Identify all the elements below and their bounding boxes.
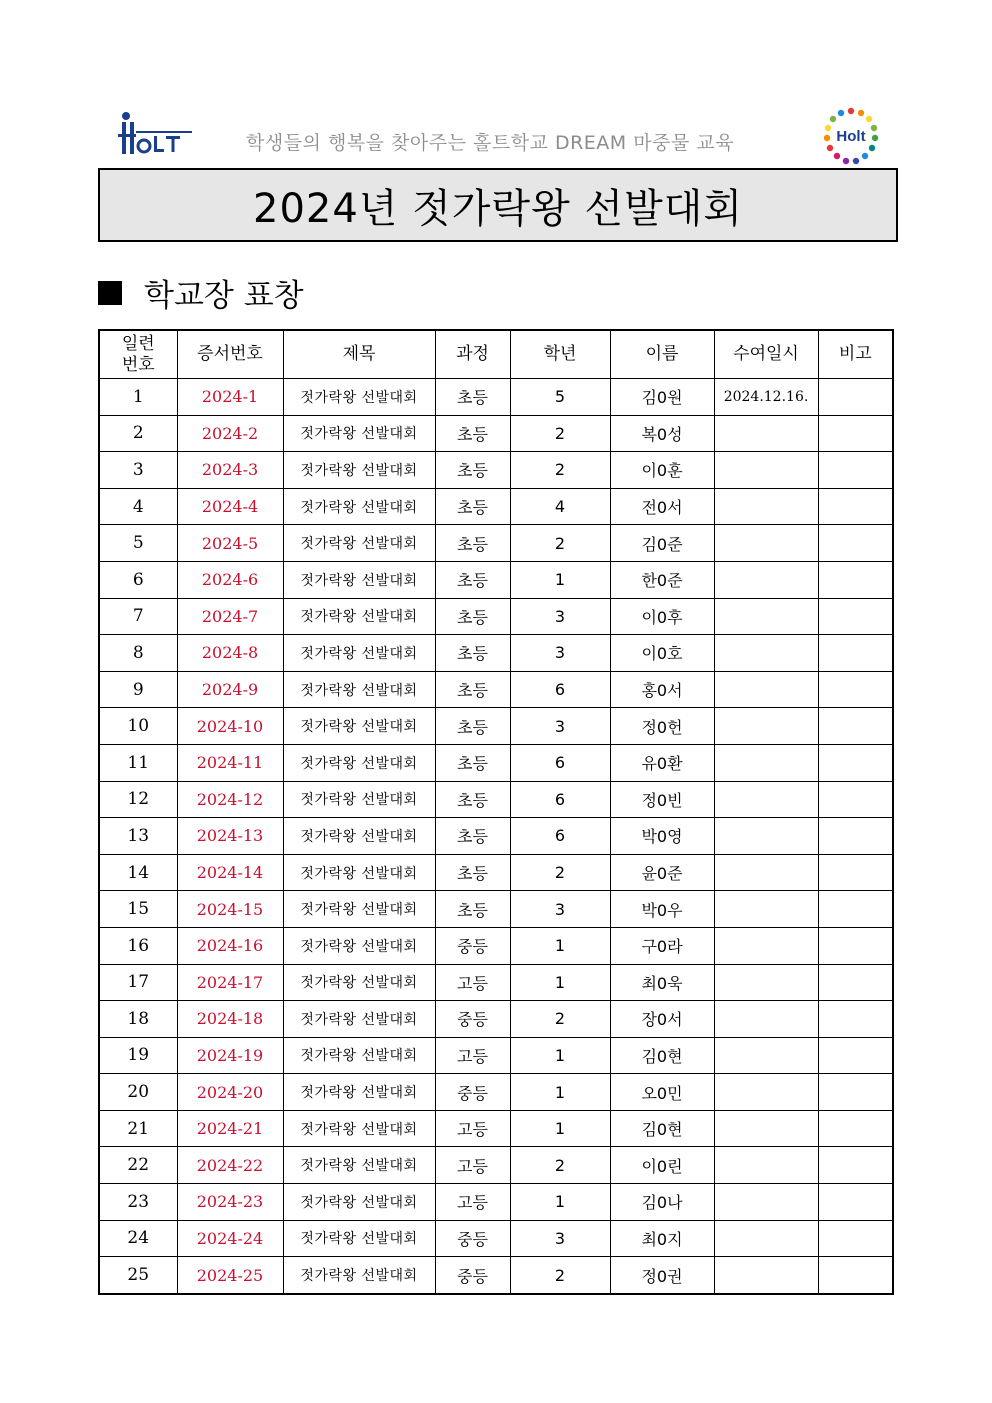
note-cell [818,1220,893,1257]
table-row [99,781,893,818]
course-cell: 초등 [435,818,510,855]
note-cell [818,415,893,452]
grade-cell: 5 [510,379,610,416]
cert-number-cell: 2024-6 [177,561,283,598]
name-cell: 윤0준 [610,854,714,891]
note-cell [818,1074,893,1111]
grade-cell: 2 [510,525,610,562]
cert-number-cell: 2024-12 [177,781,283,818]
note-cell [818,379,893,416]
holt-school-logo [112,110,196,158]
cert-number-cell: 2024-20 [177,1074,283,1111]
course-cell: 중등 [435,1220,510,1257]
name-cell: 이0호 [610,635,714,672]
award-date-cell [714,818,818,855]
table-row [99,452,893,489]
cert-number-cell: 2024-16 [177,927,283,964]
grade-cell: 2 [510,854,610,891]
course-cell: 초등 [435,561,510,598]
page-header [98,106,898,166]
award-date-cell [714,1257,818,1294]
title-cell: 젓가락왕 선발대회 [283,452,435,489]
note-cell [818,964,893,1001]
serial-cell: 9 [99,671,177,708]
course-cell: 초등 [435,854,510,891]
serial-cell: 2 [99,415,177,452]
table-row [99,1220,893,1257]
serial-cell: 23 [99,1184,177,1221]
course-cell: 초등 [435,744,510,781]
cert-number-cell: 2024-8 [177,635,283,672]
serial-cell: 21 [99,1110,177,1147]
note-cell [818,818,893,855]
table-row [99,891,893,928]
name-cell: 이0후 [610,598,714,635]
title-cell: 젓가락왕 선발대회 [283,671,435,708]
serial-cell: 11 [99,744,177,781]
cert-number-cell: 2024-7 [177,598,283,635]
award-date-cell [714,525,818,562]
serial-cell: 12 [99,781,177,818]
award-date-cell [714,1220,818,1257]
grade-cell: 2 [510,415,610,452]
note-cell [818,671,893,708]
note-cell [818,1147,893,1184]
name-cell: 김0현 [610,1037,714,1074]
name-cell: 이0훈 [610,452,714,489]
note-cell [818,1037,893,1074]
course-cell: 중등 [435,1257,510,1294]
holt-circle-logo [818,106,884,166]
serial-cell: 25 [99,1257,177,1294]
name-cell: 박0우 [610,891,714,928]
serial-cell: 13 [99,818,177,855]
table-row [99,379,893,416]
title-cell: 젓가락왕 선발대회 [283,964,435,1001]
note-cell [818,854,893,891]
name-cell: 오0민 [610,1074,714,1111]
course-cell: 고등 [435,1037,510,1074]
table-row [99,1257,893,1294]
grade-cell: 2 [510,1147,610,1184]
cert-number-cell: 2024-18 [177,1001,283,1038]
award-date-cell [714,561,818,598]
name-cell: 유0환 [610,744,714,781]
course-cell: 초등 [435,781,510,818]
serial-cell: 1 [99,379,177,416]
title-cell: 젓가락왕 선발대회 [283,854,435,891]
course-cell: 고등 [435,964,510,1001]
title-cell: 젓가락왕 선발대회 [283,598,435,635]
course-cell: 초등 [435,525,510,562]
award-date-cell [714,671,818,708]
table-row [99,1001,893,1038]
section-heading [98,270,304,315]
course-cell: 고등 [435,1110,510,1147]
title-cell: 젓가락왕 선발대회 [283,561,435,598]
grade-cell: 3 [510,1220,610,1257]
award-date-cell [714,1074,818,1111]
note-cell [818,525,893,562]
table-row [99,1074,893,1111]
title-cell: 젓가락왕 선발대회 [283,525,435,562]
serial-cell: 14 [99,854,177,891]
table-row [99,561,893,598]
award-date-cell [714,781,818,818]
award-table [98,329,894,1295]
title-cell: 젓가락왕 선발대회 [283,781,435,818]
title-cell: 젓가락왕 선발대회 [283,891,435,928]
course-cell: 중등 [435,927,510,964]
table-row [99,854,893,891]
note-cell [818,1110,893,1147]
cert-number-cell: 2024-23 [177,1184,283,1221]
grade-cell: 2 [510,1257,610,1294]
grade-cell: 3 [510,635,610,672]
table-row [99,1147,893,1184]
course-cell: 초등 [435,635,510,672]
name-cell: 김0준 [610,525,714,562]
cert-number-cell: 2024-13 [177,818,283,855]
serial-cell: 22 [99,1147,177,1184]
name-cell: 전0서 [610,488,714,525]
serial-cell: 5 [99,525,177,562]
course-cell: 고등 [435,1184,510,1221]
award-date-cell [714,891,818,928]
cert-number-cell: 2024-14 [177,854,283,891]
school-slogan: 학생들의 행복을 찾아주는 홀트학교 DREAM 마중물 교육 [246,132,735,154]
title-cell: 젓가락왕 선발대회 [283,1147,435,1184]
serial-cell: 24 [99,1220,177,1257]
award-date-cell [714,1110,818,1147]
course-cell: 초등 [435,452,510,489]
serial-cell: 10 [99,708,177,745]
table-row [99,598,893,635]
section-title: 학교장 표창 [144,278,304,314]
title-cell: 젓가락왕 선발대회 [283,488,435,525]
serial-cell: 16 [99,927,177,964]
grade-cell: 6 [510,781,610,818]
page-title-box [98,168,898,242]
title-cell: 젓가락왕 선발대회 [283,1257,435,1294]
name-cell: 한0준 [610,561,714,598]
title-cell: 젓가락왕 선발대회 [283,1074,435,1111]
serial-cell: 4 [99,488,177,525]
name-cell: 김0나 [610,1184,714,1221]
col-header-grade: 학년 [510,330,610,379]
col-header-title: 제목 [283,330,435,379]
cert-number-cell: 2024-11 [177,744,283,781]
note-cell [818,598,893,635]
course-cell: 초등 [435,415,510,452]
note-cell [818,452,893,489]
award-date-cell [714,1001,818,1038]
course-cell: 고등 [435,1147,510,1184]
name-cell: 김0원 [610,379,714,416]
serial-cell: 18 [99,1001,177,1038]
note-cell [818,488,893,525]
award-date-cell [714,854,818,891]
cert-number-cell: 2024-1 [177,379,283,416]
course-cell: 초등 [435,708,510,745]
course-cell: 초등 [435,488,510,525]
table-row [99,1110,893,1147]
table-row [99,635,893,672]
title-cell: 젓가락왕 선발대회 [283,818,435,855]
award-date-cell [714,415,818,452]
grade-cell: 6 [510,671,610,708]
award-date-cell [714,452,818,489]
award-date-cell [714,1184,818,1221]
name-cell: 최0욱 [610,964,714,1001]
note-cell [818,891,893,928]
square-bullet-icon [98,281,122,305]
serial-cell: 17 [99,964,177,1001]
cert-number-cell: 2024-10 [177,708,283,745]
table-row [99,927,893,964]
cert-number-cell: 2024-19 [177,1037,283,1074]
grade-cell: 3 [510,891,610,928]
cert-number-cell: 2024-21 [177,1110,283,1147]
name-cell: 홍0서 [610,671,714,708]
holt-logo-text: Holt [836,128,866,145]
table-row [99,744,893,781]
grade-cell: 4 [510,488,610,525]
table-row [99,1037,893,1074]
grade-cell: 6 [510,818,610,855]
grade-cell: 1 [510,927,610,964]
grade-cell: 1 [510,1074,610,1111]
table-row [99,818,893,855]
note-cell [818,781,893,818]
course-cell: 중등 [435,1001,510,1038]
course-cell: 초등 [435,891,510,928]
grade-cell: 3 [510,708,610,745]
page-title: 2024년 젓가락왕 선발대회 [253,185,743,232]
table-row [99,964,893,1001]
name-cell: 장0서 [610,1001,714,1038]
table-row [99,708,893,745]
table-row [99,525,893,562]
course-cell: 초등 [435,671,510,708]
cert-number-cell: 2024-4 [177,488,283,525]
name-cell: 구0라 [610,927,714,964]
award-date-cell [714,1147,818,1184]
cert-number-cell: 2024-15 [177,891,283,928]
serial-cell: 6 [99,561,177,598]
course-cell: 초등 [435,379,510,416]
name-cell: 박0영 [610,818,714,855]
award-date-cell [714,744,818,781]
award-date-cell [714,1037,818,1074]
serial-cell: 20 [99,1074,177,1111]
serial-cell: 7 [99,598,177,635]
table-row [99,488,893,525]
grade-cell: 1 [510,561,610,598]
table-header-row [99,330,893,379]
course-cell: 초등 [435,598,510,635]
award-date-cell [714,927,818,964]
grade-cell: 1 [510,1184,610,1221]
grade-cell: 1 [510,1037,610,1074]
name-cell: 정0권 [610,1257,714,1294]
award-date-cell [714,635,818,672]
serial-cell: 8 [99,635,177,672]
grade-cell: 1 [510,1110,610,1147]
col-header-award-date: 수여일시 [714,330,818,379]
grade-cell: 3 [510,598,610,635]
cert-number-cell: 2024-17 [177,964,283,1001]
name-cell: 복0성 [610,415,714,452]
grade-cell: 2 [510,1001,610,1038]
course-cell: 중등 [435,1074,510,1111]
award-date-cell [714,964,818,1001]
col-header-name: 이름 [610,330,714,379]
cert-number-cell: 2024-3 [177,452,283,489]
name-cell: 최0지 [610,1220,714,1257]
title-cell: 젓가락왕 선발대회 [283,1001,435,1038]
cert-number-cell: 2024-22 [177,1147,283,1184]
table-row [99,415,893,452]
serial-cell: 19 [99,1037,177,1074]
title-cell: 젓가락왕 선발대회 [283,927,435,964]
title-cell: 젓가락왕 선발대회 [283,1110,435,1147]
cert-number-cell: 2024-2 [177,415,283,452]
title-cell: 젓가락왕 선발대회 [283,744,435,781]
name-cell: 정0헌 [610,708,714,745]
note-cell [818,1001,893,1038]
cert-number-cell: 2024-24 [177,1220,283,1257]
grade-cell: 1 [510,964,610,1001]
col-header-note: 비고 [818,330,893,379]
note-cell [818,927,893,964]
col-header-course: 과정 [435,330,510,379]
award-date-cell [714,488,818,525]
title-cell: 젓가락왕 선발대회 [283,1220,435,1257]
title-cell: 젓가락왕 선발대회 [283,635,435,672]
note-cell [818,708,893,745]
serial-cell: 15 [99,891,177,928]
name-cell: 이0린 [610,1147,714,1184]
name-cell: 정0빈 [610,781,714,818]
serial-cell: 3 [99,452,177,489]
title-cell: 젓가락왕 선발대회 [283,708,435,745]
note-cell [818,561,893,598]
note-cell [818,1184,893,1221]
table-row [99,1184,893,1221]
note-cell [818,1257,893,1294]
cert-number-cell: 2024-9 [177,671,283,708]
title-cell: 젓가락왕 선발대회 [283,1184,435,1221]
col-header-serial: 일련 번호 [99,330,177,379]
cert-number-cell: 2024-25 [177,1257,283,1294]
table-row [99,671,893,708]
award-date-cell [714,708,818,745]
grade-cell: 2 [510,452,610,489]
note-cell [818,744,893,781]
award-date-cell: 2024.12.16. [714,379,818,416]
title-cell: 젓가락왕 선발대회 [283,415,435,452]
award-date-cell [714,598,818,635]
title-cell: 젓가락왕 선발대회 [283,379,435,416]
col-header-cert-number: 증서번호 [177,330,283,379]
title-cell: 젓가락왕 선발대회 [283,1037,435,1074]
note-cell [818,635,893,672]
cert-number-cell: 2024-5 [177,525,283,562]
grade-cell: 6 [510,744,610,781]
name-cell: 김0현 [610,1110,714,1147]
